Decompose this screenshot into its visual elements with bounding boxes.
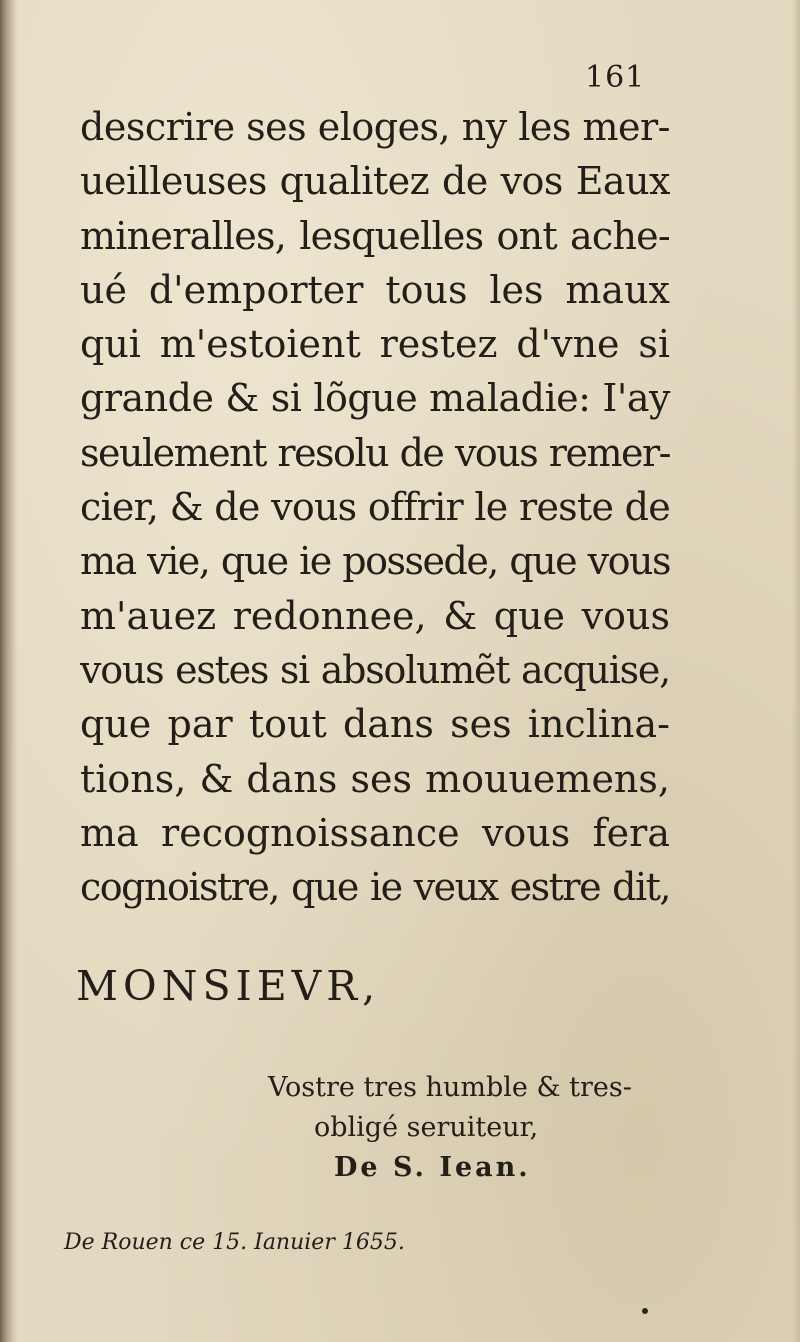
text-line: ma vie, que ie possede, que vous bbox=[80, 539, 670, 584]
ink-dot bbox=[642, 1308, 648, 1314]
dateline: De Rouen ce 15. Ianuier 1655. bbox=[64, 1230, 405, 1255]
text-line: ma recognoissance vous fera bbox=[80, 810, 670, 855]
page-edge bbox=[792, 0, 800, 1342]
text-line: m'auez redonnee, & que vous bbox=[80, 593, 670, 638]
letter-body bbox=[80, 100, 670, 914]
closing-line: Vostre tres humble & tres- bbox=[268, 1072, 632, 1103]
text-line: descrire ses eloges, ny les mer- bbox=[80, 105, 670, 149]
text-line: ueilleuses qualitez de vos Eaux bbox=[80, 159, 670, 204]
text-line: qui m'estoient restez d'vne si bbox=[80, 322, 670, 367]
binding-edge bbox=[0, 0, 18, 1342]
text-line: grande & si lõgue maladie: I'ay bbox=[80, 376, 670, 421]
text-line: mineralles, lesquelles ont ache- bbox=[80, 213, 670, 258]
text-line: cier, & de vous offrir le reste de bbox=[80, 485, 670, 530]
text-line: que par tout dans ses inclina- bbox=[80, 702, 670, 747]
text-line: vous estes si absolumẽt acquise, bbox=[80, 647, 670, 692]
signature-block bbox=[268, 1068, 632, 1188]
text-line: tions, & dans ses mouuemens, bbox=[80, 756, 670, 801]
page-number: 161 bbox=[585, 60, 646, 95]
salutation: MONSIEVR, bbox=[76, 962, 381, 1010]
signatory-name: De S. Iean. bbox=[334, 1152, 531, 1183]
closing-line: obligé seruiteur, bbox=[314, 1112, 539, 1143]
text-line: cognoistre, que ie veux estre dit, bbox=[80, 865, 670, 910]
text-line: seulement resolu de vous remer- bbox=[80, 430, 670, 475]
text-line: ué d'emporter tous les maux bbox=[80, 267, 670, 312]
